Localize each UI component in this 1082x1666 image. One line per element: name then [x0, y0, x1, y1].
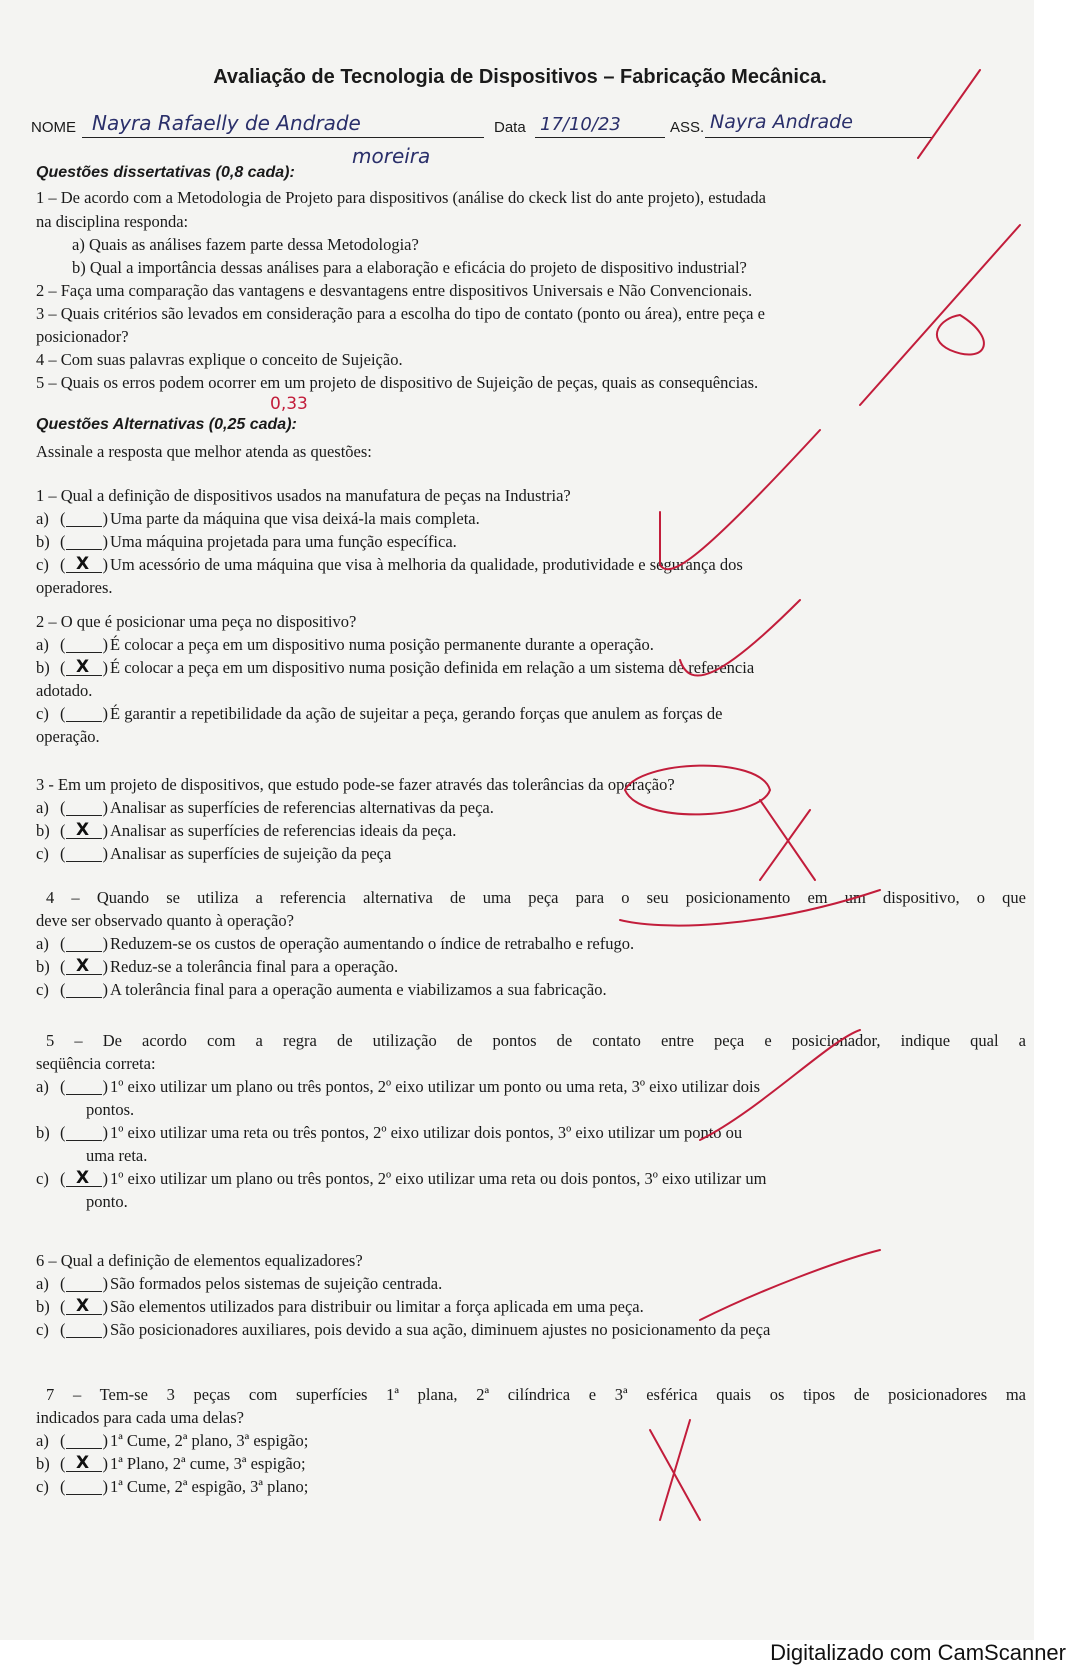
diss-line: 4 – Com suas palavras explique o conceito de Sujeição. — [36, 350, 403, 369]
data-handwritten: 17/10/23 — [540, 114, 621, 135]
question-stem: 6 – Qual a definição de elementos equalizadores? — [36, 1251, 363, 1270]
diss-line: posicionador? — [36, 327, 129, 346]
ass-label: ASS. — [670, 119, 705, 136]
answer-checkbox[interactable]: ( ) — [60, 1431, 108, 1451]
exam-title: Avaliação de Tecnologia de Dispositivos – Fabricação Mecânica. — [213, 66, 827, 88]
answer-mark: X — [76, 1296, 90, 1317]
option-letter: a) — [36, 1077, 49, 1096]
answer-option — [36, 934, 634, 954]
option-letter: c) — [36, 844, 49, 863]
data-label: Data — [494, 119, 526, 136]
answer-checkbox[interactable]: ( ) — [60, 798, 108, 818]
option-letter: b) — [36, 1123, 50, 1142]
answer-checkbox[interactable]: ( ) X — [60, 820, 108, 841]
answer-checkbox[interactable]: ( ) X — [60, 657, 108, 678]
option-text: 1ª Cume, 2ª plano, 3ª espigão; — [110, 1431, 309, 1450]
answer-checkbox[interactable]: ( ) — [60, 844, 108, 864]
answer-checkbox[interactable]: ( ) — [60, 1274, 108, 1294]
answer-option — [36, 1431, 308, 1451]
scanner-watermark: Digitalizado com CamScanner — [770, 1640, 1066, 1665]
answer-checkbox[interactable]: ( ) — [60, 934, 108, 954]
answer-checkbox[interactable]: ( ) X — [60, 1296, 108, 1317]
signature: Nayra Andrade — [710, 111, 853, 133]
option-text: Um acessório de uma máquina que visa à melhoria da qualidade, produtividade e segurança dos — [110, 555, 743, 574]
answer-checkbox[interactable]: ( ) — [60, 1320, 108, 1340]
diss-line: 3 – Quais critérios são levados em consideração para a escolha do tipo de contato (ponto ou área), entre peça e — [36, 304, 765, 323]
answer-option — [36, 1169, 766, 1189]
diss-line: a) Quais as análises fazem parte dessa Metodologia? — [72, 235, 419, 254]
answer-checkbox[interactable]: ( ) — [60, 704, 108, 724]
question-stem: 1 – Qual a definição de dispositivos usados na manufatura de peças na Industria? — [36, 486, 571, 505]
option-text: Reduzem-se os custos de operação aumentando o índice de retrabalho e refugo. — [110, 934, 635, 953]
option-text: Uma parte da máquina que visa deixá-la mais completa. — [110, 509, 480, 528]
option-text: 1ª Plano, 2ª cume, 3ª espigão; — [110, 1454, 306, 1473]
answer-option — [36, 957, 398, 977]
answer-option — [36, 1297, 644, 1317]
option-text-continued: operação. — [36, 727, 100, 746]
option-letter: c) — [36, 980, 49, 999]
option-text: São formados pelos sistemas de sujeição centrada. — [110, 1274, 443, 1293]
option-letter: c) — [36, 704, 49, 723]
option-text: Analisar as superfícies de referencias ideais da peça. — [110, 821, 457, 840]
answer-option — [36, 844, 391, 864]
answer-mark: X — [76, 657, 90, 678]
option-text-continued: ponto. — [86, 1192, 128, 1211]
question-stem: 5 – De acordo com a regra de utilização de pontos de contato entre peça e posicionador, indique qual a — [46, 1031, 1026, 1050]
option-text: São posicionadores auxiliares, pois devido a sua ação, diminuem ajustes no posicionamento da peça — [110, 1320, 771, 1339]
alternativas-instruction: Assinale a resposta que melhor atenda as questões: — [36, 442, 372, 461]
option-letter: c) — [36, 555, 49, 574]
answer-checkbox[interactable]: ( ) — [60, 532, 108, 552]
answer-option — [36, 1320, 770, 1340]
option-letter: b) — [36, 532, 50, 551]
diss-line: 2 – Faça uma comparação das vantagens e desvantagens entre dispositivos Universais e Não Convencionais. — [36, 281, 753, 300]
option-letter: c) — [36, 1320, 49, 1339]
question-stem: 7 – Tem-se 3 peças com superfícies 1ª plana, 2ª cilíndrica e 3ª esférica quais os tipos de posicionadores ma — [46, 1385, 1026, 1404]
option-text: 1ª Cume, 2ª espigão, 3ª plano; — [110, 1477, 309, 1496]
option-letter: b) — [36, 1297, 50, 1316]
option-text: Uma máquina projetada para uma função específica. — [110, 532, 457, 551]
option-letter: b) — [36, 957, 50, 976]
option-text: 1º eixo utilizar um plano ou três pontos, 2º eixo utilizar um ponto ou uma reta, 3º eixo utilizar dois — [110, 1077, 761, 1096]
nome-label: NOME — [31, 119, 76, 136]
answer-checkbox[interactable]: ( ) — [60, 635, 108, 655]
question-stem: deve ser observado quanto à operação? — [36, 911, 294, 930]
option-letter: a) — [36, 1274, 49, 1293]
option-letter: a) — [36, 635, 49, 654]
answer-option — [36, 555, 743, 575]
diss-line: b) Qual a importância dessas análises para a elaboração e eficácia do projeto de dispositivo industrial? — [72, 258, 747, 277]
answer-option — [36, 509, 480, 529]
option-text-continued: operadores. — [36, 578, 113, 597]
option-text-continued: pontos. — [86, 1100, 135, 1119]
answer-option — [36, 658, 754, 678]
dissertativas-heading: Questões dissertativas (0,8 cada): — [36, 164, 295, 181]
answer-option — [36, 821, 456, 841]
question-stem: 3 - Em um projeto de dispositivos, que estudo pode-se fazer através das tolerâncias da operação? — [36, 775, 675, 794]
option-text: É colocar a peça em um dispositivo numa posição definida em relação a um sistema de referencia — [110, 658, 755, 677]
question-stem: 2 – O que é posicionar uma peça no dispositivo? — [36, 612, 357, 631]
option-letter: b) — [36, 658, 50, 677]
question-stem: seqüência correta: — [36, 1054, 156, 1073]
answer-checkbox[interactable]: ( ) — [60, 509, 108, 529]
option-letter: a) — [36, 934, 49, 953]
option-text: 1º eixo utilizar um plano ou três pontos, 2º eixo utilizar uma reta ou dois pontos, 3º eixo utilizar um — [110, 1169, 767, 1188]
option-text: 1º eixo utilizar uma reta ou três pontos, 2º eixo utilizar dois pontos, 3º eixo utilizar um ponto ou — [110, 1123, 743, 1142]
ass-underline — [705, 137, 933, 138]
option-text: A tolerância final para a operação aumenta e viabilizamos a sua fabricação. — [110, 980, 607, 999]
answer-mark: X — [76, 1453, 90, 1474]
option-text-continued: adotado. — [36, 681, 93, 700]
option-letter: c) — [36, 1477, 49, 1496]
option-letter: a) — [36, 1431, 49, 1450]
answer-option — [36, 704, 722, 724]
data-underline — [535, 137, 665, 138]
answer-option — [36, 532, 457, 552]
diss-line: 5 – Quais os erros podem ocorrer em um projeto de dispositivo de Sujeição de peças, quais as consequências. — [36, 373, 759, 392]
diss-line: 1 – De acordo com a Metodologia de Projeto para dispositivos (análise do ckeck list do ante projeto), estudada — [36, 188, 766, 207]
answer-option — [36, 1123, 742, 1143]
option-letter: b) — [36, 1454, 50, 1473]
alternativas-heading: Questões Alternativas (0,25 cada): — [36, 416, 297, 433]
option-text: Analisar as superfícies de referencias alternativas da peça. — [110, 798, 494, 817]
option-text-continued: uma reta. — [86, 1146, 148, 1165]
option-text: Analisar as superfícies de sujeição da peça — [110, 844, 392, 863]
answer-checkbox[interactable]: ( ) X — [60, 1453, 108, 1474]
option-letter: b) — [36, 821, 50, 840]
nome-underline — [82, 137, 484, 138]
answer-checkbox[interactable]: ( ) — [60, 1077, 108, 1097]
answer-checkbox[interactable]: ( ) X — [60, 1168, 108, 1189]
nome-handwritten: Nayra Rafaelly de Andrade — [92, 111, 361, 135]
diss-line: na disciplina responda: — [36, 212, 189, 231]
answer-mark: X — [76, 1168, 90, 1189]
option-text: Reduz-se a tolerância final para a operação. — [110, 957, 399, 976]
nome-handwritten-2: moreira — [352, 144, 431, 168]
option-text: É colocar a peça em um dispositivo numa posição permanente durante a operação. — [110, 635, 654, 654]
score-note: 0,33 — [270, 394, 308, 414]
answer-option — [36, 1477, 308, 1497]
question-stem: indicados para cada uma delas? — [36, 1408, 244, 1427]
answer-mark: X — [76, 820, 90, 841]
answer-option — [36, 1077, 760, 1097]
answer-checkbox[interactable]: ( ) — [60, 1477, 108, 1497]
page-margin — [1034, 0, 1082, 1640]
answer-option — [36, 1454, 306, 1474]
question-stem: 4 – Quando se utiliza a referencia alternativa de uma peça para o seu posicionamento em um dispositivo, o que — [46, 888, 1026, 907]
answer-checkbox[interactable]: ( ) X — [60, 554, 108, 575]
answer-checkbox[interactable]: ( ) X — [60, 956, 108, 977]
answer-option — [36, 798, 494, 818]
answer-checkbox[interactable]: ( ) — [60, 1123, 108, 1143]
option-text: São elementos utilizados para distribuir ou limitar a força aplicada em uma peça. — [110, 1297, 644, 1316]
answer-option — [36, 1274, 442, 1294]
option-letter: a) — [36, 509, 49, 528]
option-letter: c) — [36, 1169, 49, 1188]
option-letter: a) — [36, 798, 49, 817]
answer-option — [36, 635, 654, 655]
answer-mark: X — [76, 956, 90, 977]
option-text: É garantir a repetibilidade da ação de sujeitar a peça, gerando forças que anulem as forças de — [110, 704, 723, 723]
answer-option — [36, 980, 607, 1000]
answer-mark: X — [76, 554, 90, 575]
answer-checkbox[interactable]: ( ) — [60, 980, 108, 1000]
